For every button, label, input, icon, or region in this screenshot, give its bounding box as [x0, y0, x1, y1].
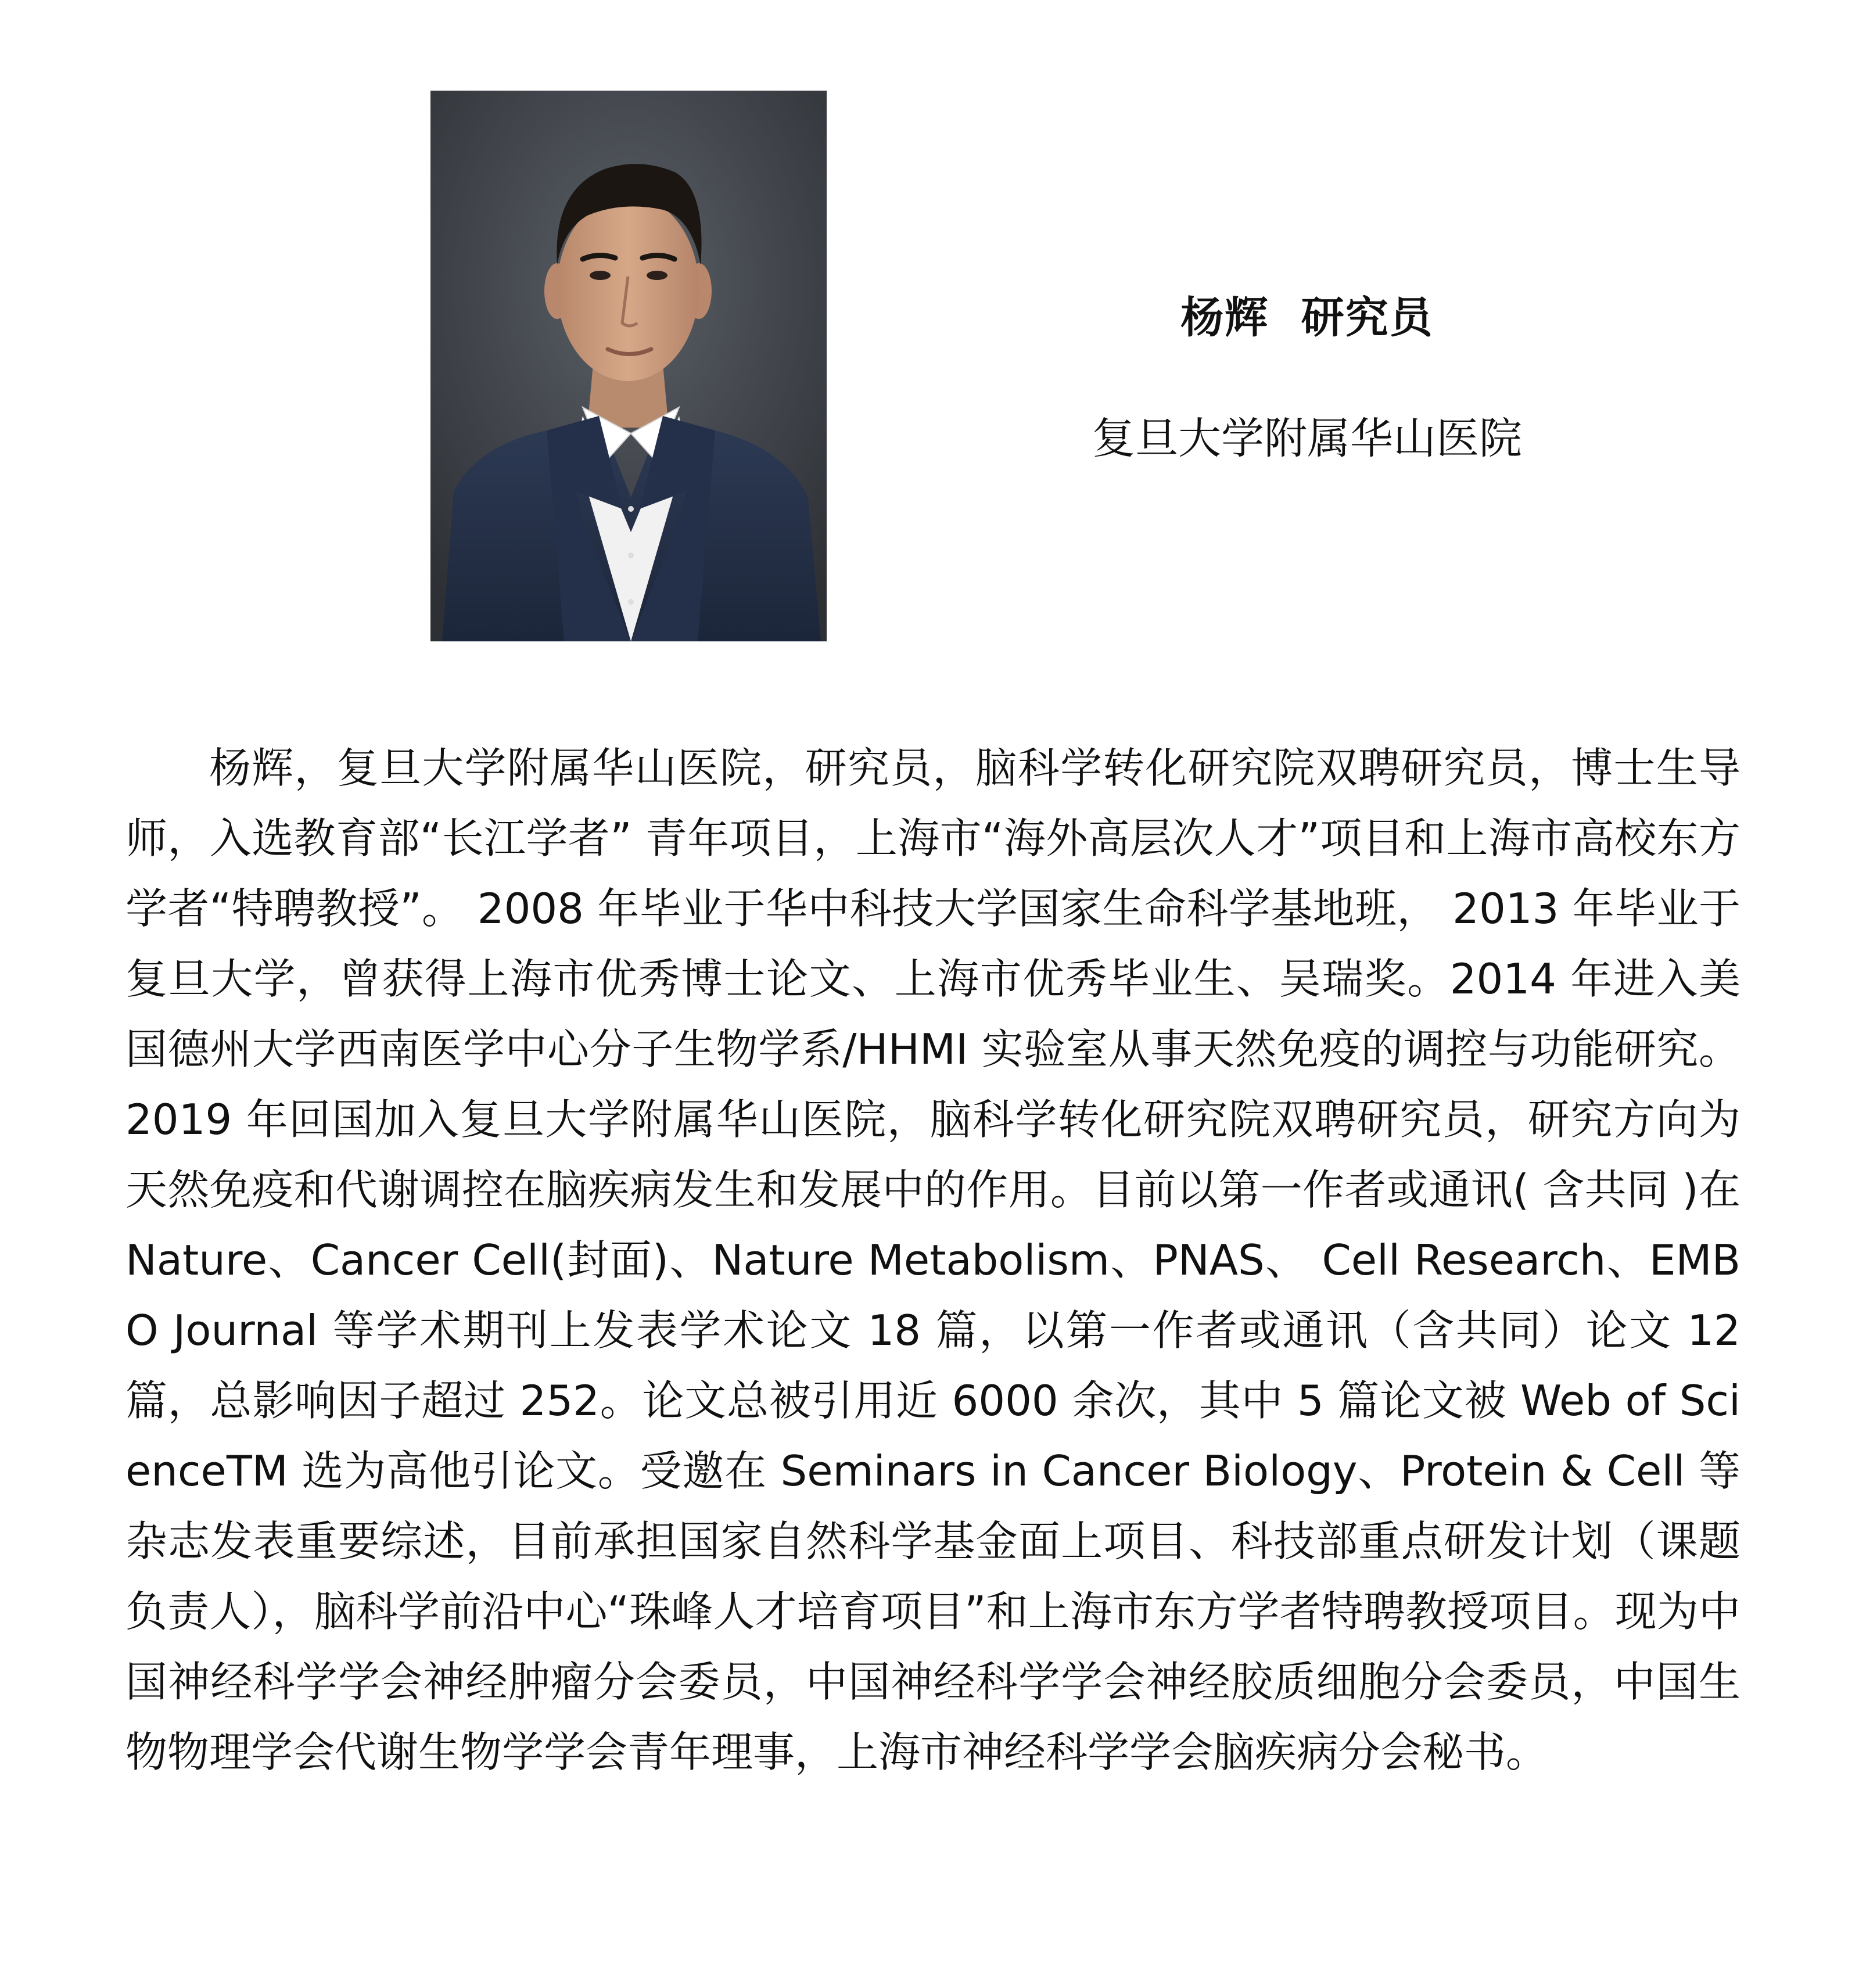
biography-paragraph: 杨辉，复旦大学附属华山医院，研究员，脑科学转化研究院双聘研究员，博士生导师，入选教育部“长江学者” 青年项目，上海市“海外高层次人才”项目和上海市高校东方学者“特聘教授”。 2008 年毕业于华中科技大学国家生命科学基地班， 2013 年毕业于复旦大学，曾获得上海市优秀博士论文、上海市优秀毕业生、吴瑞奖。2014 年进入美国德州大学西南医学中心分子生物学系/HHMI 实验室从事天然免疫的调控与功能研究。2019 年回国加入复旦大学附属华山医院，脑科学转化研究院双聘研究员，研究方向为天然免疫和代谢调控在脑疾病发生和发展中的作用。目前以第一作者或通讯( 含共同 )在 Nature、Cancer Cell(封面)、Nature Metabolism、PNAS、 Cell Research、EMBO Journal 等学术期刊上发表学术论文 18 篇，以第一作者或通讯（含共同）论文 12 篇，总影响因子超过 252。论文总被引用近 6000 余次，其中 5 篇论文被 Web of ScienceTM 选为高他引论文。受邀在 Seminars in Cancer Biology、Protein & Cell 等杂志发表重要综述，目前承担国家自然科学基金面上项目、科技部重点研发计划（课题负责人），脑科学前沿中心“珠峰人才培育项目”和上海市东方学者特聘教授项目。现为中国神经科学学会神经肿瘤分会委员，中国神经科学学会神经胶质细胞分会委员，中国生物物理学会代谢生物学学会青年理事，上海市神经科学学会脑疾病分会秘书。	[125, 744, 1740, 1777]
person-name-title: 杨辉 研究员	[1180, 293, 1434, 343]
affiliation: 复旦大学附属华山医院	[1092, 414, 1522, 464]
portrait-photo	[430, 91, 827, 641]
